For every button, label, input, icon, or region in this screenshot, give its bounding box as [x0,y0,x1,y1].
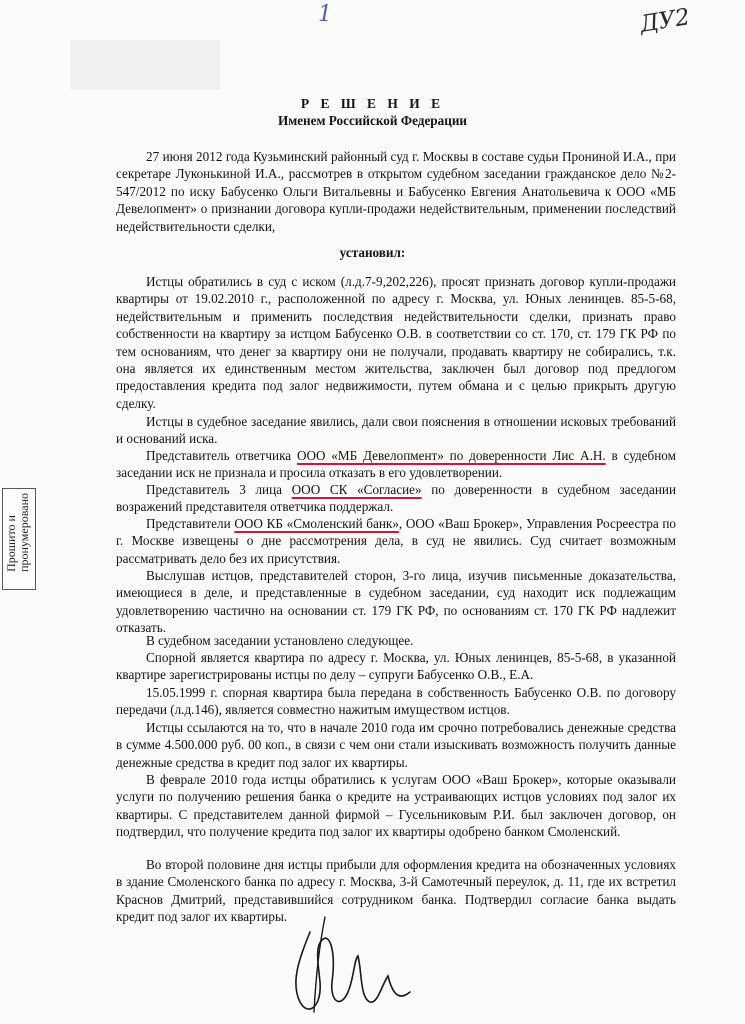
paragraph [116,273,676,412]
section-heading: установил: [339,245,406,260]
highlighted-party: ООО КБ «Смоленский банк» [234,516,399,531]
paragraph [116,447,676,482]
paragraph [116,515,676,567]
paragraph [116,481,676,516]
paragraph-text: Истцы в судебное заседание явились, дали свои пояснения в отношении исковых требований и оснований иска. [116,414,676,447]
paragraph-text: Выслушав истцов, представителей сторон, 3-го лица, изучив письменные доказательства, имеющиеся в деле, и представленные в судебном заседании, суд находит иск подлежащим удовлетворению частично на основании ст. 179 ГК РФ, по основаниям ст. 170 ГК РФ надлежит отказать. [116,568,676,636]
highlighted-party: ООО СК «Согласие» [291,482,422,497]
paragraph-text-end: , ООО «Ваш Брокер», Управления Росреестра по г. Москве извещены о дне рассмотрения дела, в суд не явились. Суд считает возможным рассматривать дело без их присутствия. [116,516,676,566]
paragraph-text-end: по доверенности в судебном заседании возражений представителя ответчика поддержал. [116,482,677,515]
intro-paragraph [116,148,676,235]
paragraph-text-start: Представитель 3 лица [146,482,292,497]
scan-smudge [70,40,220,90]
page-number: 1 [318,2,332,27]
paragraph-text-start: Представитель ответчика [146,448,297,463]
binding-stamp-line1: Прошито и [4,515,18,572]
paragraph-text: Спорной является квартира по адресу г. Москва, ул. Юных ленинцев, 85-5-68, в указанной квартире зарегистрированы истцы по делу – супруги Бабусенко О.В., Е.А. [116,650,676,683]
paragraph-text: Во второй половине дня истцы прибыли для оформления кредита на обозначенных условиях в здание Смоленского банка по адресу г. Москва, 3-й Самотечный переулок, д. 11, где их встретил Краснов Дмитрий, представившийся сотрудником банка. Подтвердил согласие банка выдать кредит под залог их квартиры. [116,857,676,925]
binding-stamp-line2: пронумеровано [17,493,31,572]
paragraph [116,413,676,448]
paragraph [116,771,676,841]
paragraph [116,567,676,637]
document-title: Р Е Ш Е Н И Е [300,96,445,111]
paragraph-text: В феврале 2010 года истцы обратились к услугам ООО «Ваш Брокер», которые оказывали услуги по получению решения банка о кредите на устраивающих истцов условиях под залог их квартиры. С представителем данной фирмой – Гусельниковым Р.И. был заключен договор, он подтвердил, что получение кредита под залог их квартиры одобрено банком Смоленский. [116,772,676,840]
paragraph [116,632,676,649]
paragraph-text: Истцы обратились в суд с иском (л.д.7-9,202,226), просят признать договор купли-продажи квартиры от 19.02.2010 г., расположенной по адресу г. Москва, ул. Юных ленинцев. 85-5-68, недействительным и применить последствия недействительности сделки, признать право собственности на квартиру за истцом Бабусенко О.В. в соответствии со ст. 170, ст. 179 ГК РФ по тем основаниям, что денег за квартиру они не получали, продавать квартиру не собирались, т.к. она является их единственным местом жительства, заключен был договор под предлогом предоставления кредита под залог недвижимости, путем обмана и с целью прикрыть другую сделку. [116,274,676,411]
binding-stamp-text [5,493,31,572]
paragraph [116,684,676,719]
paragraph-text-end: в судебном заседании иск не признала и просила отказать в его удовлетворении. [116,448,676,481]
paragraph [116,649,676,684]
handwritten-mark: ДУ2 [638,4,692,38]
highlighted-party: ООО «МБ Девелопмент» по доверенности Лис А.Н. [296,448,606,463]
paragraph [116,719,676,771]
paragraph-text: Истцы ссылаются на то, что в начале 2010 года им срочно потребовались денежные средства в сумме 4.500.000 руб. 00 коп., в связи с чем они стали изыскивать возможность получить данные денежные средства в кредит под залог их квартиры. [116,720,676,770]
binding-stamp [2,488,36,590]
paragraph-text-start: Представители [146,516,235,531]
document-subtitle: Именем Российской Федерации [277,113,468,128]
signature-graphic [270,912,420,1020]
intro-text: 27 июня 2012 года Кузьминский районный суд г. Москвы в составе судьи Прониной И.А., при секретаре Луконькиной И.А., рассмотрев в открытом судебном заседании гражданское дело №2-547/2012 по иску Бабусенко Ольги Витальевны и Бабусенко Евгения Анатольевича к ООО «МБ Девелопмент» о признании договора купли-продажи недействительным, применении последствий недействительности сделки, [116,149,676,234]
paragraph-text: В судебном заседании установлено следующее. [146,633,414,648]
paragraph-text: 15.05.1999 г. спорная квартира была передана в собственность Бабусенко О.В. по договору передачи (л.д.146), является совместно нажитым имуществом истцов. [116,685,676,718]
